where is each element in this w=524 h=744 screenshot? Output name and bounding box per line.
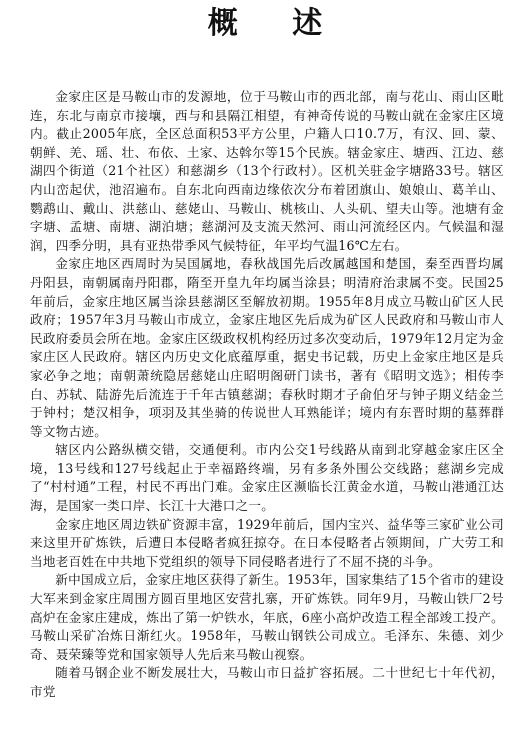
paragraph-history: 金家庄地区西周时为吴国属地，春秋战国先后改属越国和楚国，秦至西晋均属丹阳县，南朝属南丹阳郡，隋至开皇九年均属当涂县；明清府治隶属不变。民国25年前后，金家庄地区属当涂县慈湖区至解放初期。1955年8月成立马鞍山矿区人民政府；1957年3月马鞍山市成立，金家庄地区先后成为矿区人民政府和马鞍山市人民政府委员会所在地。金家庄区级政权机构经历过多次变动后，1979年12月定为金家庄区人民政府。辖区内历史文化底蕴厚重，据史书记载，历史上金家庄地区是兵家必争之地；南朝萧统隐居慈姥山庄昭明阁研门读书，著有《昭明文选》；相传李白、苏轼、陆游先后流连于千年古镇慈湖；春秋时期才子俞伯牙与钟子期义结金兰于钟村；楚汉相争，项羽及其坐骑的传说世人耳熟能详；境内有东晋时期的墓葬群等文物古迹。 [30, 256, 504, 439]
paragraph-mining: 金家庄地区周边铁矿资源丰富，1929年前后，国内宝兴、益华等三家矿业公司来这里开矿炼铁，后遭日本侵略者疯狂掠夺。在日本侵略者占领期间，广大劳工和当地老百姓在中共地下党组织的领导下同侵略者进行了不屈不挠的斗争。 [30, 516, 504, 569]
paragraph-transport: 辖区内公路纵横交错，交通便利。市内公交1号线路从南到北穿越金家庄区全境，13号线和127号线起止于幸福路终端，另有多条外围公交线路；慈湖乡完成了“村村通”工程，村民不再出门难。金家庄区濒临长江黄金水道，马鞍山港通江达海，是国家一类口岸、长江十大港口之一。 [30, 442, 504, 514]
paragraph-new-china: 新中国成立后，金家庄地区获得了新生。1953年，国家集结了15个省市的建设大军来到金家庄周围方圆百里地区安营扎寨，开矿炼铁。同年9月，马鞍山铁厂2号高炉在金家庄建成，炼出了第一炉铁水，年底，6座小高炉改造工程全部竣工投产。马鞍山采矿冶炼日渐红火。1958年，马鞍山钢铁公司成立。毛泽东、朱德、刘少奇、聂荣臻等党和国家领导人先后来马鞍山视察。 [30, 572, 504, 662]
paragraph-overview: 金家庄区是马鞍山市的发源地，位于马鞍山市的西北部，南与花山、雨山区毗连，东北与南京市接壤，西与和县隔江相望，有神奇传说的马鞍山就在金家庄区境内。截止2005年底，全区总面积53平方公里，户籍人口10.7万，有汉、回、蒙、朝鲜、羌、瑶、壮、布依、土家、达斡尔等15个民族。辖金家庄、塘西、江边、慈湖四个街道（21个社区）和慈湖乡（13个行政村）。区机关驻金字塘路33号。辖区内山峦起伏，池沼遍布。自东北向西南边缘依次分布着团旗山、娘娘山、葛羊山、鹦鹉山、戴山、洪慈山、慈姥山、马鞍山、桃核山、人头矶、望夫山等。池塘有金字塘、孟塘、南塘、湖泊塘；慈湖河及支流天然河、雨山河流经区内。气候温和湿润，四季分明，具有亚热带季风气候特征，年平均气温16℃左右。 [30, 89, 504, 253]
paragraph-development: 随着马钢企业不断发展壮大，马鞍山市日益扩容拓展。二十世纪七十年代初，市党 [30, 665, 504, 699]
page-title: 概 述 [207, 6, 345, 41]
